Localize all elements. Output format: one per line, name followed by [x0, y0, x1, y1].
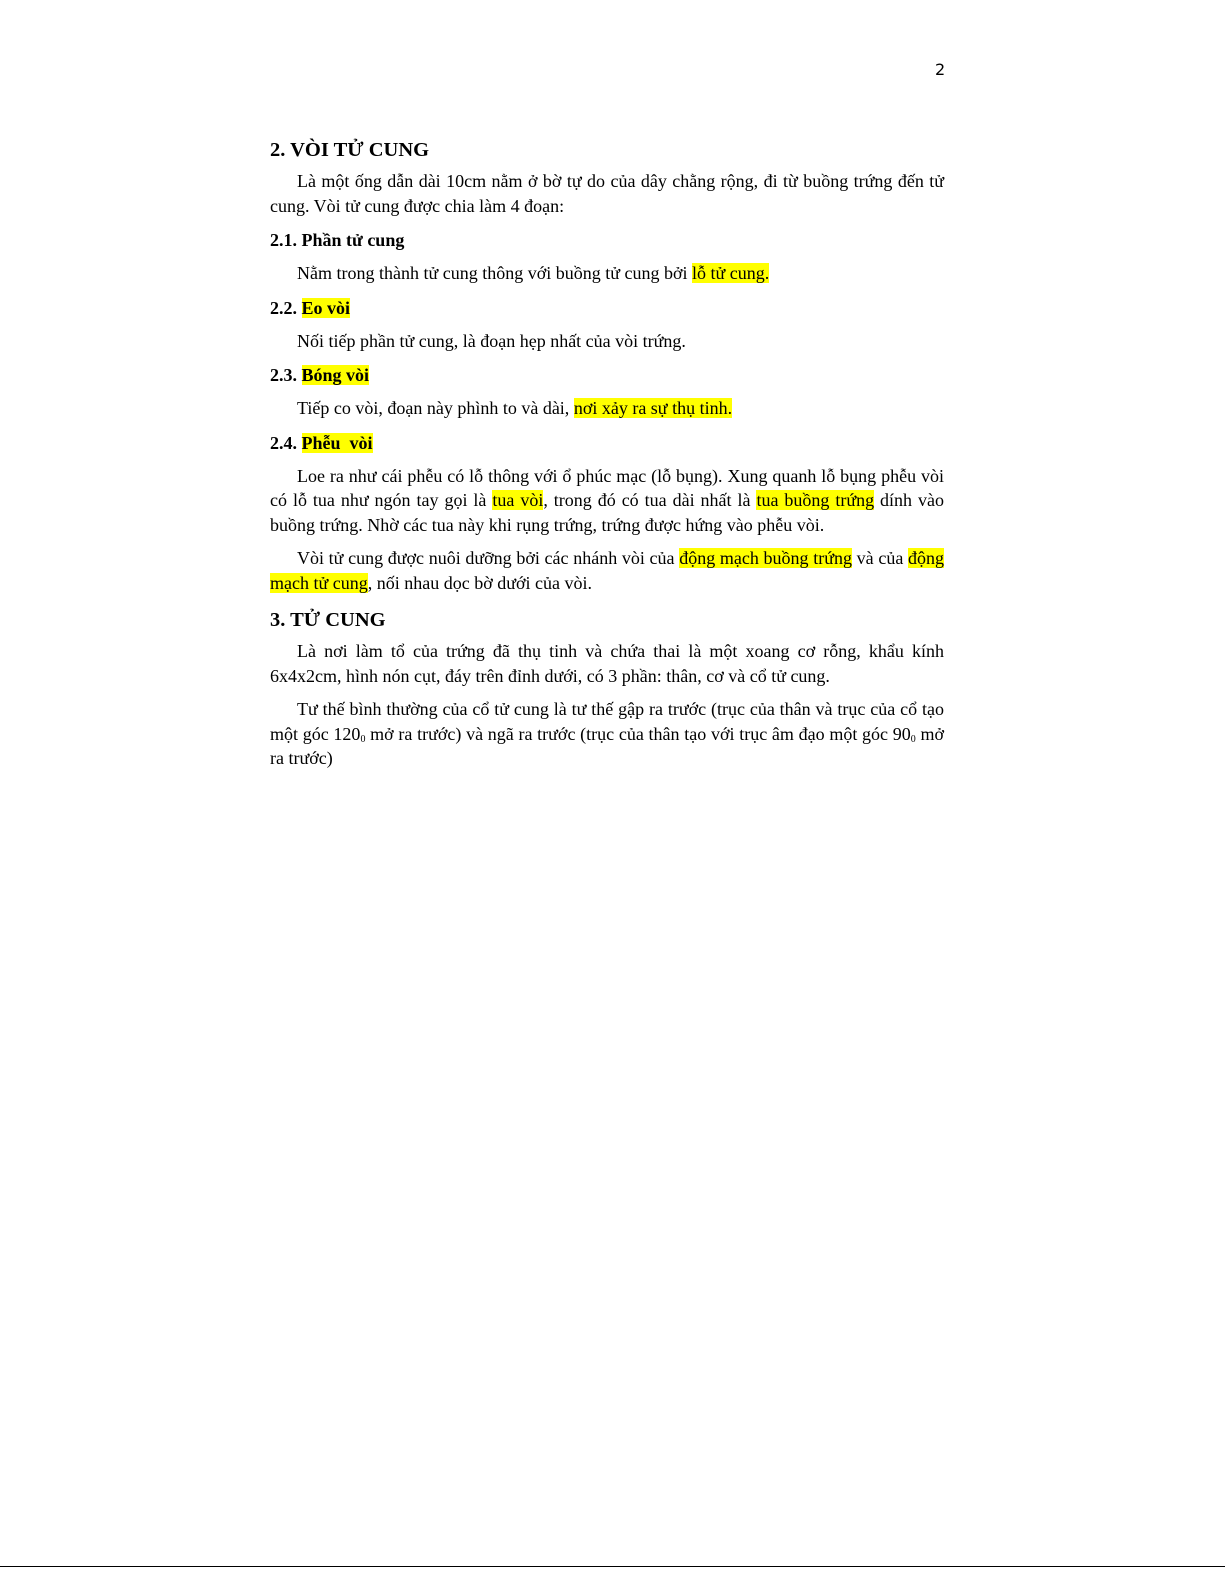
page-bottom-rule — [0, 1566, 1225, 1567]
section-2-4-number: 2.4. — [270, 432, 302, 453]
section-2-3-text — [270, 396, 944, 421]
section-3-p2-part-a: Tư thế bình thường của cổ tử cung là tư thế gập ra trước (trục của thân và trục của cổ tạo một góc 120 — [270, 699, 944, 744]
section-2-4-p1-part-c: dính vào buồng trứng. Nhờ các tua này khi rụng trứng, trứng được hứng vào phễu vòi. — [270, 490, 944, 535]
highlight-dong-mach-buong-trung: động mạch buồng trứng — [679, 548, 852, 568]
highlight-bong-voi: Bóng vòi — [301, 365, 370, 385]
section-2-intro: Là một ống dẫn dài 10cm nằm ở bờ tự do của dây chằng rộng, đi từ buồng trứng đến tử cung. Vòi tử cung được chia làm 4 đoạn: — [270, 171, 944, 216]
section-2-4-p2-part-c: , nối nhau dọc bờ dưới của vòi. — [367, 572, 592, 593]
highlight-eo-voi: Eo vòi — [301, 297, 351, 318]
highlight-lo-tu-cung: lỗ tử cung. — [692, 263, 770, 283]
section-2-3-text-plain: Tiếp co vòi, đoạn này phình to và dài, — [297, 398, 574, 418]
section-2-4-paragraph-2 — [270, 546, 944, 595]
highlight-tua-voi: tua vòi — [492, 490, 544, 510]
section-3-p2-part-c: mở ra trước) — [270, 723, 945, 768]
section-2-1-heading: 2.1. Phần tử cung — [270, 230, 405, 250]
highlight-tua-buong-trung: tua buồng trứng — [756, 490, 875, 510]
section-2-3-number: 2.3. — [270, 365, 302, 385]
section-2-1-text-plain: Nằm trong thành tử cung thông với buồng tử cung bởi — [297, 263, 693, 283]
highlight-dong-mach-tu-cung: động mạch tử cung — [270, 548, 945, 593]
highlight-thu-tinh: nơi xảy ra sự thụ tinh. — [573, 398, 733, 418]
document-body — [270, 134, 944, 771]
section-2-4-p1-part-b: , trong đó có tua dài nhất là — [543, 490, 757, 510]
section-3-paragraph-2 — [270, 697, 944, 771]
section-2-3-heading — [270, 362, 944, 388]
section-2-2-text: Nối tiếp phần tử cung, là đoạn hẹp nhất của vòi trứng. — [297, 330, 686, 351]
degree-subscript-2: 0 — [910, 733, 916, 745]
degree-subscript-1: 0 — [360, 733, 366, 745]
section-3-p2-part-b: mở ra trước) và ngã ra trước (trục của thân tạo với trục âm đạo một góc 90 — [365, 723, 911, 744]
section-2-2-number: 2.2. — [270, 297, 302, 318]
section-2-4-p2-part-b: và của — [852, 548, 909, 568]
section-2-4-heading — [270, 430, 944, 456]
highlight-pheu-voi: Phễu vòi — [301, 432, 373, 453]
section-2-4-p2-part-a: Vòi tử cung được nuôi dưỡng bởi các nhánh vòi của — [297, 548, 680, 568]
section-2-heading: 2. VÒI TỬ CUNG — [270, 139, 430, 161]
section-2-4-paragraph-1 — [270, 464, 944, 538]
section-3-heading: 3. TỬ CUNG — [270, 609, 386, 631]
section-2-4-p1-part-a: Loe ra như cái phễu có lỗ thông với ổ phúc mạc (lỗ bụng). Xung quanh lỗ bụng phễu vòi có lỗ tua như ngón tay gọi là — [270, 465, 944, 510]
section-2-1-text — [270, 261, 944, 286]
page-number: 2 — [935, 60, 946, 79]
section-2-2-heading — [270, 295, 944, 321]
section-3-paragraph-1: Là nơi làm tổ của trứng đã thụ tinh và chứa thai là một xoang cơ rỗng, khẩu kính 6x4x2cm, hình nón cụt, đáy trên đỉnh dưới, có 3 phần: thân, cơ và cổ tử cung. — [270, 641, 944, 686]
